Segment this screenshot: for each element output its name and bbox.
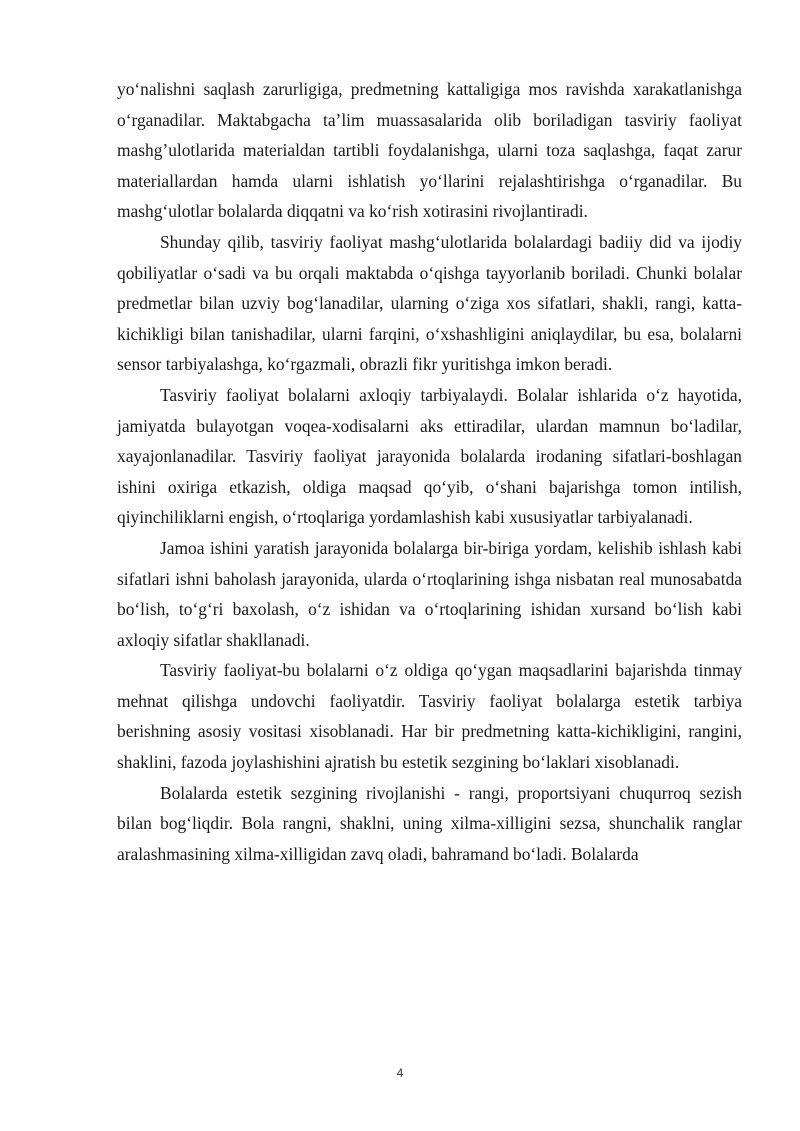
paragraph-3: Tasviriy faoliyat bolalarni axloqiy tarbiyalaydi. Bolalar ishlarida o‘z hayotida, jamiyatda bulayotgan voqea-xodisalarni aks ettiradilar, ulardan mamnun bo‘ladilar, xayajonlanadilar. Tasviriy faoliyat jarayonida bolalarda irodaning sifatlari-boshlagan ishini oxiriga etkazish, oldiga maqsad qo‘yib, o‘shani bajarishga tomon intilish, qiyinchiliklarni engish, o‘rtoqlariga yordamlashish kabi xususiyatlar tarbiyalanadi.	[117, 384, 742, 528]
paragraph-4: Jamoa ishini yaratish jarayonida bolalarga bir-biriga yordam, kelishib ishlash kabi sifatlari ishni baholash jarayonida, ularda o‘rtoqlarining ishga nisbatan real munosabatda bo‘lish, to‘g‘ri baxolash, o‘z ishidan va o‘rtoqlarining ishidan xursand bo‘lish kabi axloqiy sifatlar shakllanadi.	[117, 537, 742, 650]
paragraph-6: Bolalarda estetik sezgining rivojlanishi - rangi, proportsiyani chuqurroq sezish bilan bog‘liqdir. Bola rangni, shaklni, uning xilma-xilligini sezsa, shunchalik ranglar aralashmasining xilma-xilligidan zavq oladi, bahramand bo‘ladi. Bolalarda	[117, 782, 742, 864]
paragraph-5: Tasviriy faoliyat-bu bolalarni o‘z oldiga qo‘ygan maqsadlarini bajarishda tinmay mehnat qilishga undovchi faoliyatdir. Tasviriy faoliyat bolalarga estetik tarbiya berishning asosiy vositasi xisoblanadi. Har bir predmetning katta-kichikligini, rangini, shaklini, fazoda joylashishini ajratish bu estetik sezgining bo‘laklari xisoblanadi.	[117, 660, 742, 773]
paragraph-1: yo‘nalishni saqlash zarurligiga, predmetning kattaligiga mos ravishda xarakatlanishga o‘rganadilar. Maktabgacha ta’lim muassasalarida olib boriladigan tasviriy faoliyat mashg’ulotlarida materialdan tartibli foydalanishga, ularni toza saqlashga, faqat zarur materiallardan hamda ularni ishlatish yo‘llarini rejalashtirishga o‘rganadilar. Bu mashg‘ulotlar bolalarda diqqatni va ko‘rish xotirasini rivojlantiradi.	[117, 79, 742, 222]
paragraph-2: Shunday qilib, tasviriy faoliyat mashg‘ulotlarida bolalardagi badiiy did va ijodiy qobiliyatlar o‘sadi va bu orqali maktabda o‘qishga tayyorlanib boriladi. Chunki bolalar predmetlar bilan uzviy bog‘lanadilar, ularning o‘ziga xos sifatlari, shakli, rangi, katta-kichikligi bilan tanishadilar, ularni farqini, o‘xshashligini aniqlaydilar, bu esa, bolalarni sensor tarbiyalashga, ko‘rgazmali, obrazli fikr yuritishga imkon beradi.	[117, 231, 742, 375]
body-text	[117, 74, 742, 869]
page-number: 4	[396, 1066, 404, 1080]
